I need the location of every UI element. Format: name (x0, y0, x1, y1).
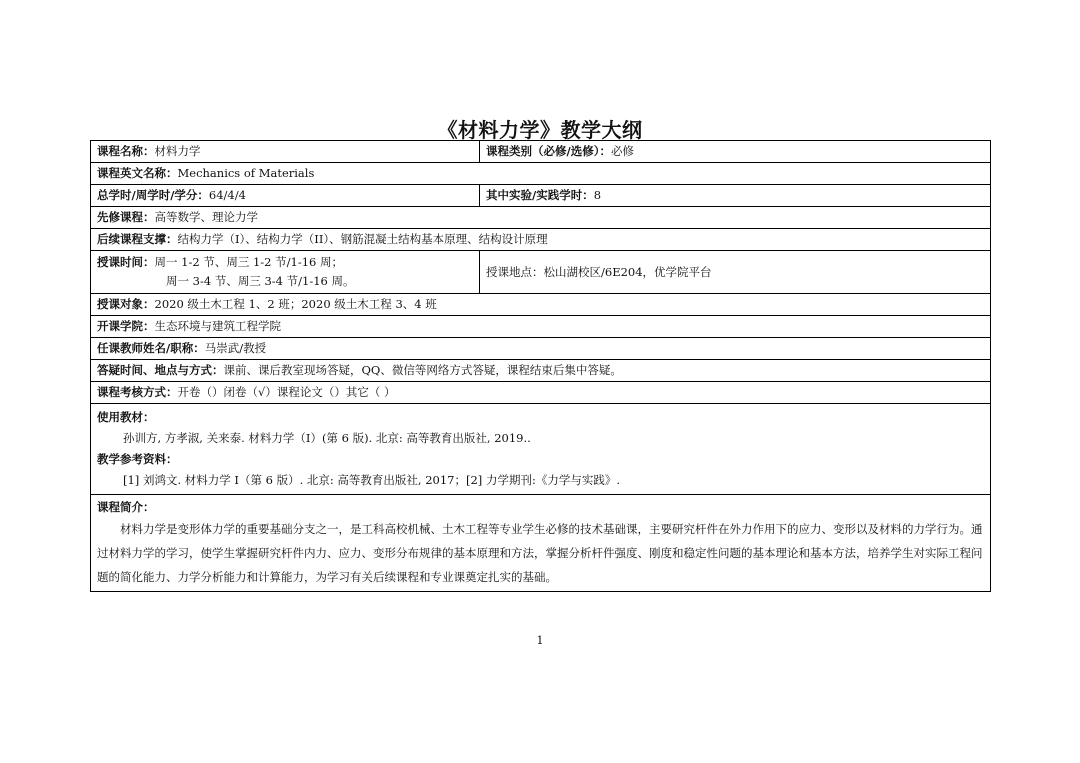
teacher-label: 任课教师姓名/职称： (97, 341, 205, 355)
row-schedule (91, 251, 991, 294)
row-target (91, 294, 991, 316)
english-name-cell (91, 163, 991, 185)
target-value: 2020 级土木工程 1、2 班；2020 级土木工程 3、4 班 (154, 297, 437, 311)
intro-label: 课程简介： (97, 500, 155, 514)
course-name-cell (91, 141, 480, 163)
category-cell (480, 141, 991, 163)
intro-paragraph: 材料力学是变形体力学的重要基础分支之一，是工科高校机械、土木工程等专业学生必修的技术基础课，主要研究杆件在外力作用下的应力、变形以及材料的力学行为。通过材料力学的学习，使学生掌握研究杆件内力、应力、变形分布规律的基本原理和方法，掌握分析杆件强度、刚度和稳定性问题的基本理论和基本方法，培养学生对实际工程问题的简化能力、力学分析能力和计算能力，为学习有关后续课程和专业课奠定扎实的基础。 (97, 522, 983, 584)
syllabus-table (90, 140, 991, 592)
time-line2: 周一 3-4 节、周三 3-4 节/1-16 周。 (166, 274, 355, 288)
materials-cell (91, 404, 991, 495)
time-label: 授课时间： (97, 255, 155, 269)
college-value: 生态环境与建筑工程学院 (154, 319, 281, 333)
document-title: 《材料力学》教学大纲 (437, 118, 643, 142)
row-qa (91, 360, 991, 382)
page-number: 1 (536, 634, 544, 647)
hours-label: 总学时/周学时/学分： (97, 188, 209, 202)
exam-label: 课程考核方式： (97, 385, 178, 399)
followup-cell (91, 229, 991, 251)
time-line1: 周一 1-2 节、周三 1-2 节/1-16 周； (154, 255, 344, 269)
lab-hours-label: 其中实验/实践学时： (486, 188, 594, 202)
row-college (91, 316, 991, 338)
prereq-label: 先修课程： (97, 210, 155, 224)
college-cell (91, 316, 991, 338)
followup-value: 结构力学（I）、结构力学（II）、钢筋混凝土结构基本原理、结构设计原理 (177, 232, 548, 246)
english-name-value: Mechanics of Materials (177, 166, 315, 180)
exam-cell (91, 382, 991, 404)
place-value: 授课地点：松山湖校区/6E204，优学院平台 (486, 264, 712, 279)
row-prerequisites (91, 207, 991, 229)
lab-hours-value: 8 (593, 188, 602, 202)
row-english-name (91, 163, 991, 185)
time-cell (91, 251, 480, 294)
qa-cell (91, 360, 991, 382)
course-name-value: 材料力学 (154, 144, 201, 158)
followup-label: 后续课程支撑： (97, 232, 178, 246)
course-name-label: 课程名称： (97, 144, 155, 158)
hours-value: 64/4/4 (208, 188, 246, 202)
college-label: 开课学院： (97, 319, 155, 333)
reference-label: 教学参考资料： (97, 452, 178, 466)
place-cell (480, 251, 991, 294)
category-value: 必修 (610, 144, 634, 158)
hours-cell (91, 185, 480, 207)
teacher-cell (91, 338, 991, 360)
row-teacher (91, 338, 991, 360)
target-label: 授课对象： (97, 297, 155, 311)
qa-label: 答疑时间、地点与方式： (97, 363, 224, 377)
qa-value: 课前、课后教室现场答疑，QQ、微信等网络方式答疑，课程结束后集中答疑。 (223, 363, 622, 377)
row-course-name (91, 141, 991, 163)
intro-cell (91, 495, 991, 592)
lab-hours-cell (480, 185, 991, 207)
teacher-value: 马崇武/教授 (204, 341, 267, 355)
reference-value: [1] 刘鸿文. 材料力学 I（第 6 版）. 北京: 高等教育出版社, 2017；[2] 力学期刊:《力学与实践》. (123, 473, 620, 487)
prereq-value: 高等数学、理论力学 (154, 210, 258, 224)
category-label: 课程类别（必修/选修）： (486, 144, 611, 158)
row-hours (91, 185, 991, 207)
row-intro (91, 495, 991, 592)
row-materials (91, 404, 991, 495)
textbook-label: 使用教材： (97, 410, 155, 424)
exam-value: 开卷（）闭卷（√）课程论文（）其它（ ） (177, 385, 396, 399)
target-cell (91, 294, 991, 316)
english-name-label: 课程英文名称： (97, 166, 178, 180)
prereq-cell (91, 207, 991, 229)
row-exam (91, 382, 991, 404)
row-followup (91, 229, 991, 251)
textbook-value: 孙训方, 方孝淑, 关来泰. 材料力学（I）(第 6 版). 北京: 高等教育出版社, 2019.. (123, 431, 531, 445)
